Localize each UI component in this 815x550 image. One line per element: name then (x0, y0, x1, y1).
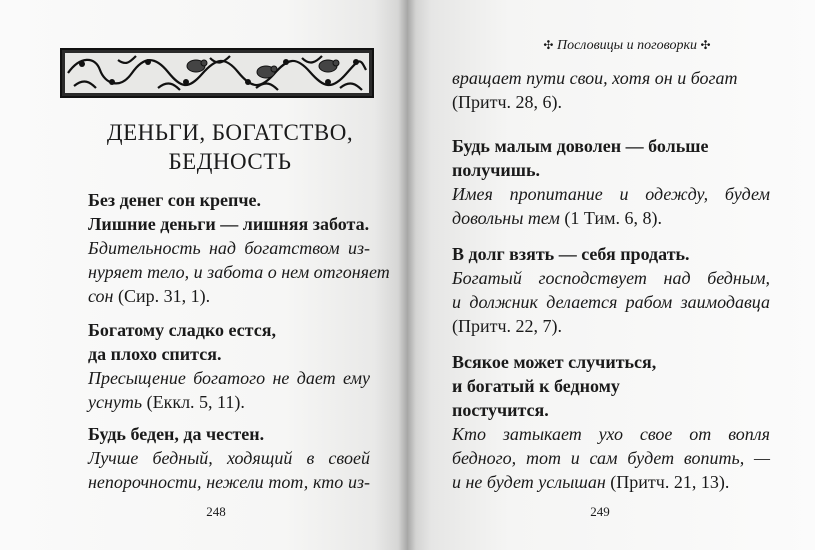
fleuron-icon: ✣ (543, 38, 554, 52)
scripture-quote: Кто затыкает ухо свое от вопля (452, 424, 770, 444)
proverb-text: Всякое может случиться, (452, 352, 657, 372)
scripture-quote: нуряет тело, и забота о нем отгоняет (88, 262, 390, 282)
proverb-text: Лишние деньги — лишняя забота. (88, 214, 370, 234)
scripture-quote: Пресыщение богатого не дает ему (88, 368, 370, 388)
proverb-text: В долг взять — себя продать. (452, 244, 690, 264)
proverb-block (88, 188, 390, 308)
chapter-title-line: БЕДНОСТЬ (168, 149, 292, 174)
proverb-text: постучится. (452, 400, 549, 420)
scripture-quote: бедного, тот и сам будет вопить, — (452, 448, 770, 468)
proverb-text: получишь. (452, 160, 540, 180)
scripture-quote: уснуть (88, 392, 143, 412)
scripture-quote: и не будет услышан (452, 472, 606, 492)
book-gutter-shadow (398, 0, 416, 550)
proverb-block (88, 422, 370, 494)
scripture-quote: и должник делается рабом заимодавца (452, 292, 770, 312)
proverb-text: и богатый к бедному (452, 376, 620, 396)
scripture-quote: Имея пропитание и одежду, будем (452, 184, 770, 204)
scripture-quote: Богатый господствует над бедным, (452, 268, 770, 288)
proverb-block (88, 318, 370, 414)
left-page (0, 0, 407, 550)
right-page (407, 0, 815, 550)
scripture-quote: непорочности, нежели тот, кто из- (88, 472, 370, 492)
proverb-text: Будь малым доволен — больше (452, 136, 709, 156)
proverb-block (452, 242, 770, 338)
proverb-text: Без денег сон крепче. (88, 190, 261, 210)
scripture-reference: (Притч. 22, 7). (452, 316, 563, 336)
running-head (502, 36, 752, 55)
scripture-quote: вращает пути свои, хотя он и богат (452, 68, 738, 88)
page-number: 249 (590, 504, 610, 519)
proverb-block (452, 134, 770, 230)
scripture-quote: Лучше бедный, ходящий в своей (88, 448, 370, 468)
scripture-quote: Бдительность над богатством из- (88, 238, 370, 258)
scripture-reference: (Притч. 28, 6). (452, 92, 563, 112)
proverb-text: Богатому сладко естся, (88, 320, 276, 340)
running-head-title: Пословицы и поговорки (556, 38, 698, 53)
fleuron-icon: ✣ (700, 38, 711, 52)
chapter-title-line: ДЕНЬГИ, БОГАТСТВО, (106, 120, 354, 145)
decorative-headpiece-ornament (60, 48, 374, 98)
proverb-text: Будь беден, да честен. (88, 424, 265, 444)
scripture-reference: (1 Тим. 6, 8). (559, 208, 662, 228)
proverb-text: да плохо спится. (88, 344, 222, 364)
chapter-title (80, 118, 380, 176)
proverb-block (452, 350, 770, 494)
scripture-quote: довольны тем (452, 208, 560, 228)
page-number: 248 (206, 504, 226, 519)
scripture-reference: (Сир. 31, 1). (113, 286, 211, 306)
scripture-reference: (Еккл. 5, 11). (142, 392, 245, 412)
scripture-reference: (Притч. 21, 13). (605, 472, 730, 492)
continuation-block (452, 66, 770, 114)
scripture-quote: сон (88, 286, 114, 306)
